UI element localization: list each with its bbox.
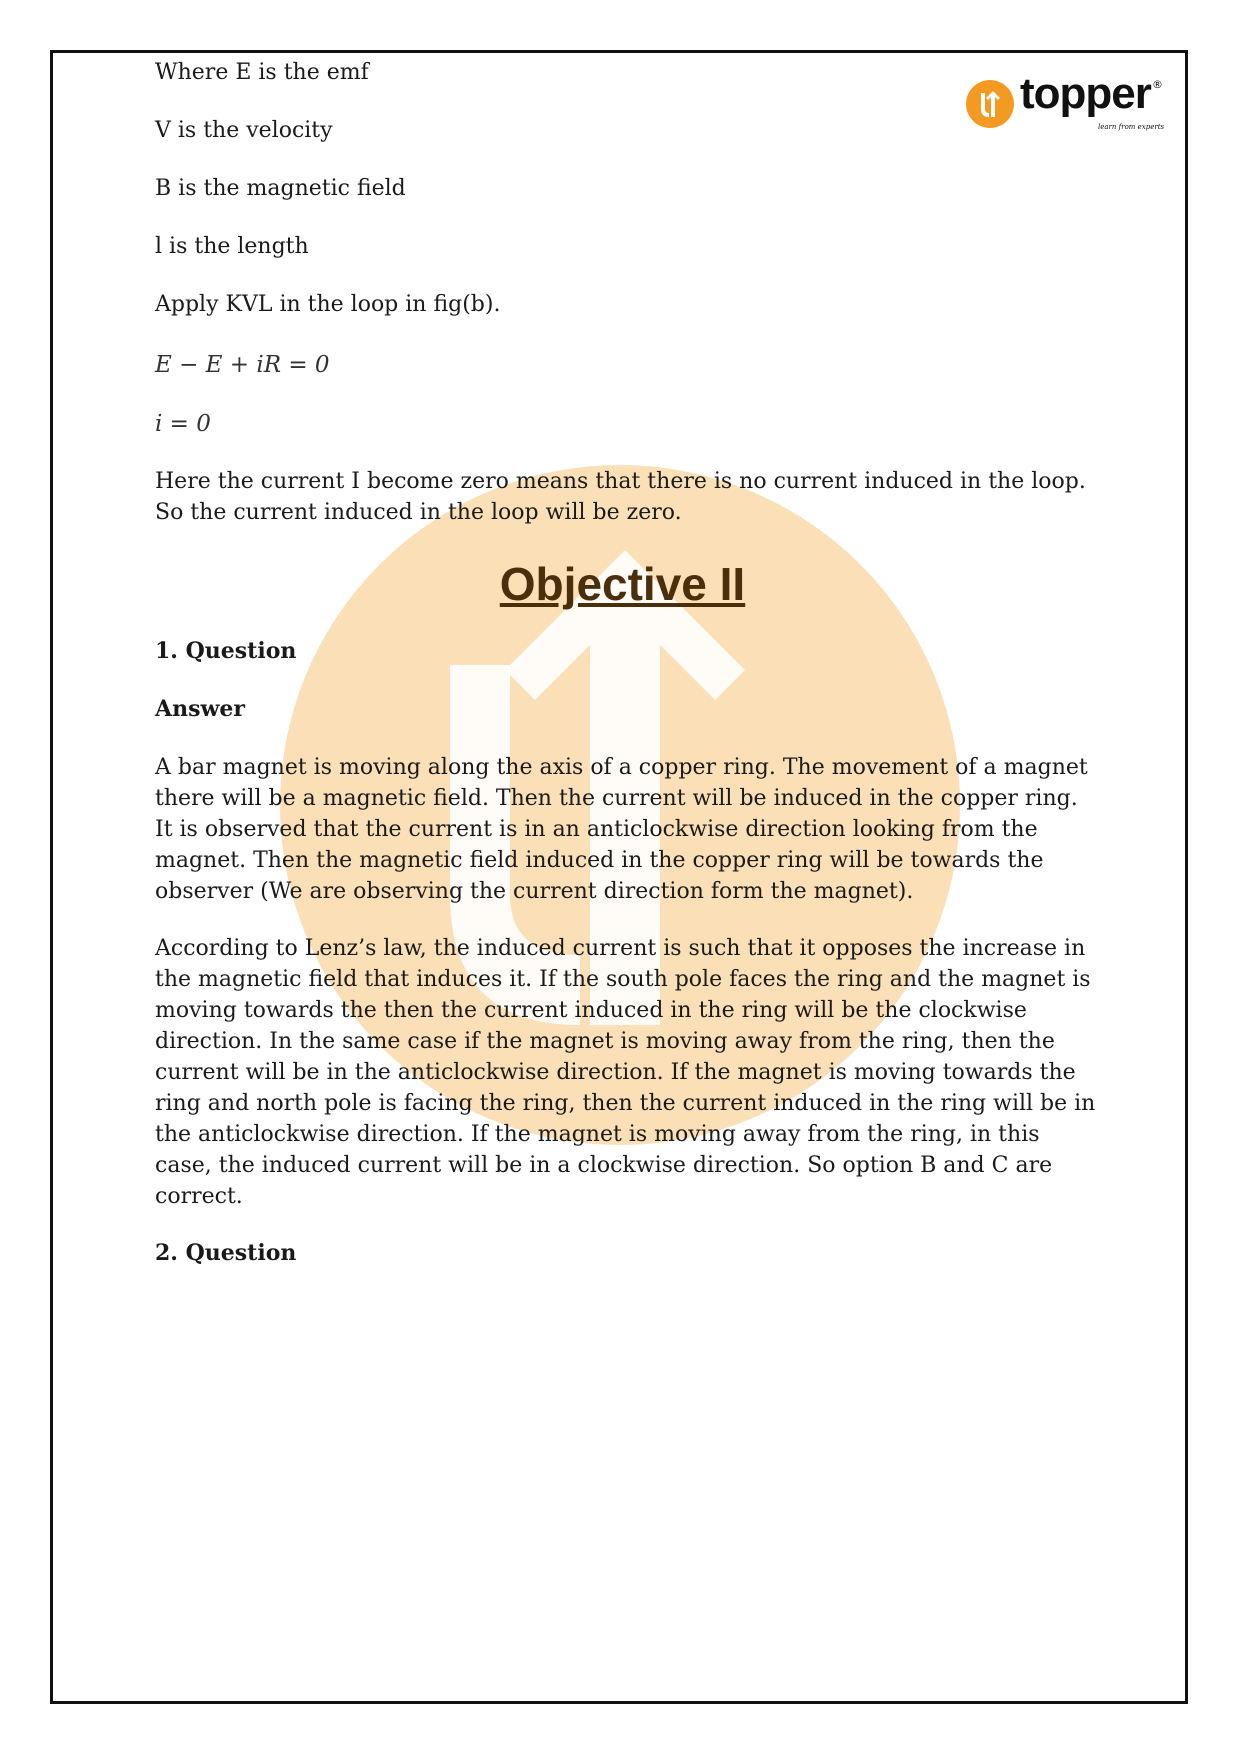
answer-paragraph xyxy=(155,933,1096,1212)
text-line: moving towards the then the current induced in the ring will be the clockwise xyxy=(155,998,1027,1023)
text-line: the anticlockwise direction. If the magnet is moving away from the ring, in this xyxy=(155,1122,1040,1147)
text-line: According to Lenz’s law, the induced current is such that it opposes the increase in xyxy=(155,936,1086,961)
text-line: correct. xyxy=(155,1184,243,1209)
question-heading: 2. Question xyxy=(155,1240,297,1266)
definition-line: B is the magnetic field xyxy=(155,176,406,201)
section-title: Objective II xyxy=(499,558,746,610)
document-body xyxy=(155,58,1096,1296)
logo-registered-mark: ® xyxy=(1152,78,1163,91)
equation: i = 0 xyxy=(155,411,211,437)
text-line: there will be a magnetic field. Then the current will be induced in the copper ring. xyxy=(155,786,1078,811)
text-line: ring and north pole is facing the ring, then the current induced in the ring will be in xyxy=(155,1091,1096,1116)
question-heading: 1. Question xyxy=(155,638,297,664)
text-line: current will be in the anticlockwise direction. If the magnet is moving towards the xyxy=(155,1060,1076,1085)
topper-logo xyxy=(966,69,1168,140)
answer-paragraph xyxy=(155,752,1090,907)
definition-line: Apply KVL in the loop in fig(b). xyxy=(155,292,501,317)
conclusion-paragraph xyxy=(155,466,1090,528)
definition-line: l is the length xyxy=(155,234,309,259)
definition-line: V is the velocity xyxy=(155,118,333,143)
definition-line: Where E is the emf xyxy=(155,60,369,85)
text-line: case, the induced current will be in a clockwise direction. So option B and C are xyxy=(155,1153,1053,1178)
topper-logo-mark-icon xyxy=(966,80,1014,128)
text-line: So the current induced in the loop will be zero. xyxy=(155,500,682,525)
text-line: the magnetic field that induces it. If the south pole faces the ring and the magnet is xyxy=(155,967,1091,992)
logo-tagline: learn from experts xyxy=(1098,123,1165,131)
text-line: magnet. Then the magnetic field induced in the copper ring will be towards the xyxy=(155,848,1044,873)
text-line: direction. In the same case if the magnet is moving away from the ring, then the xyxy=(155,1029,1055,1054)
answer-heading: Answer xyxy=(155,696,245,722)
text-line: It is observed that the current is in an anticlockwise direction looking from the xyxy=(155,817,1038,842)
text-line: observer (We are observing the current direction form the magnet). xyxy=(155,879,914,904)
logo-wordmark: topper xyxy=(1020,69,1151,118)
text-line: Here the current I become zero means that there is no current induced in the loop. xyxy=(155,469,1086,494)
equation: E − E + iR = 0 xyxy=(155,352,330,378)
text-line: A bar magnet is moving along the axis of a copper ring. The movement of a magnet xyxy=(155,755,1088,780)
